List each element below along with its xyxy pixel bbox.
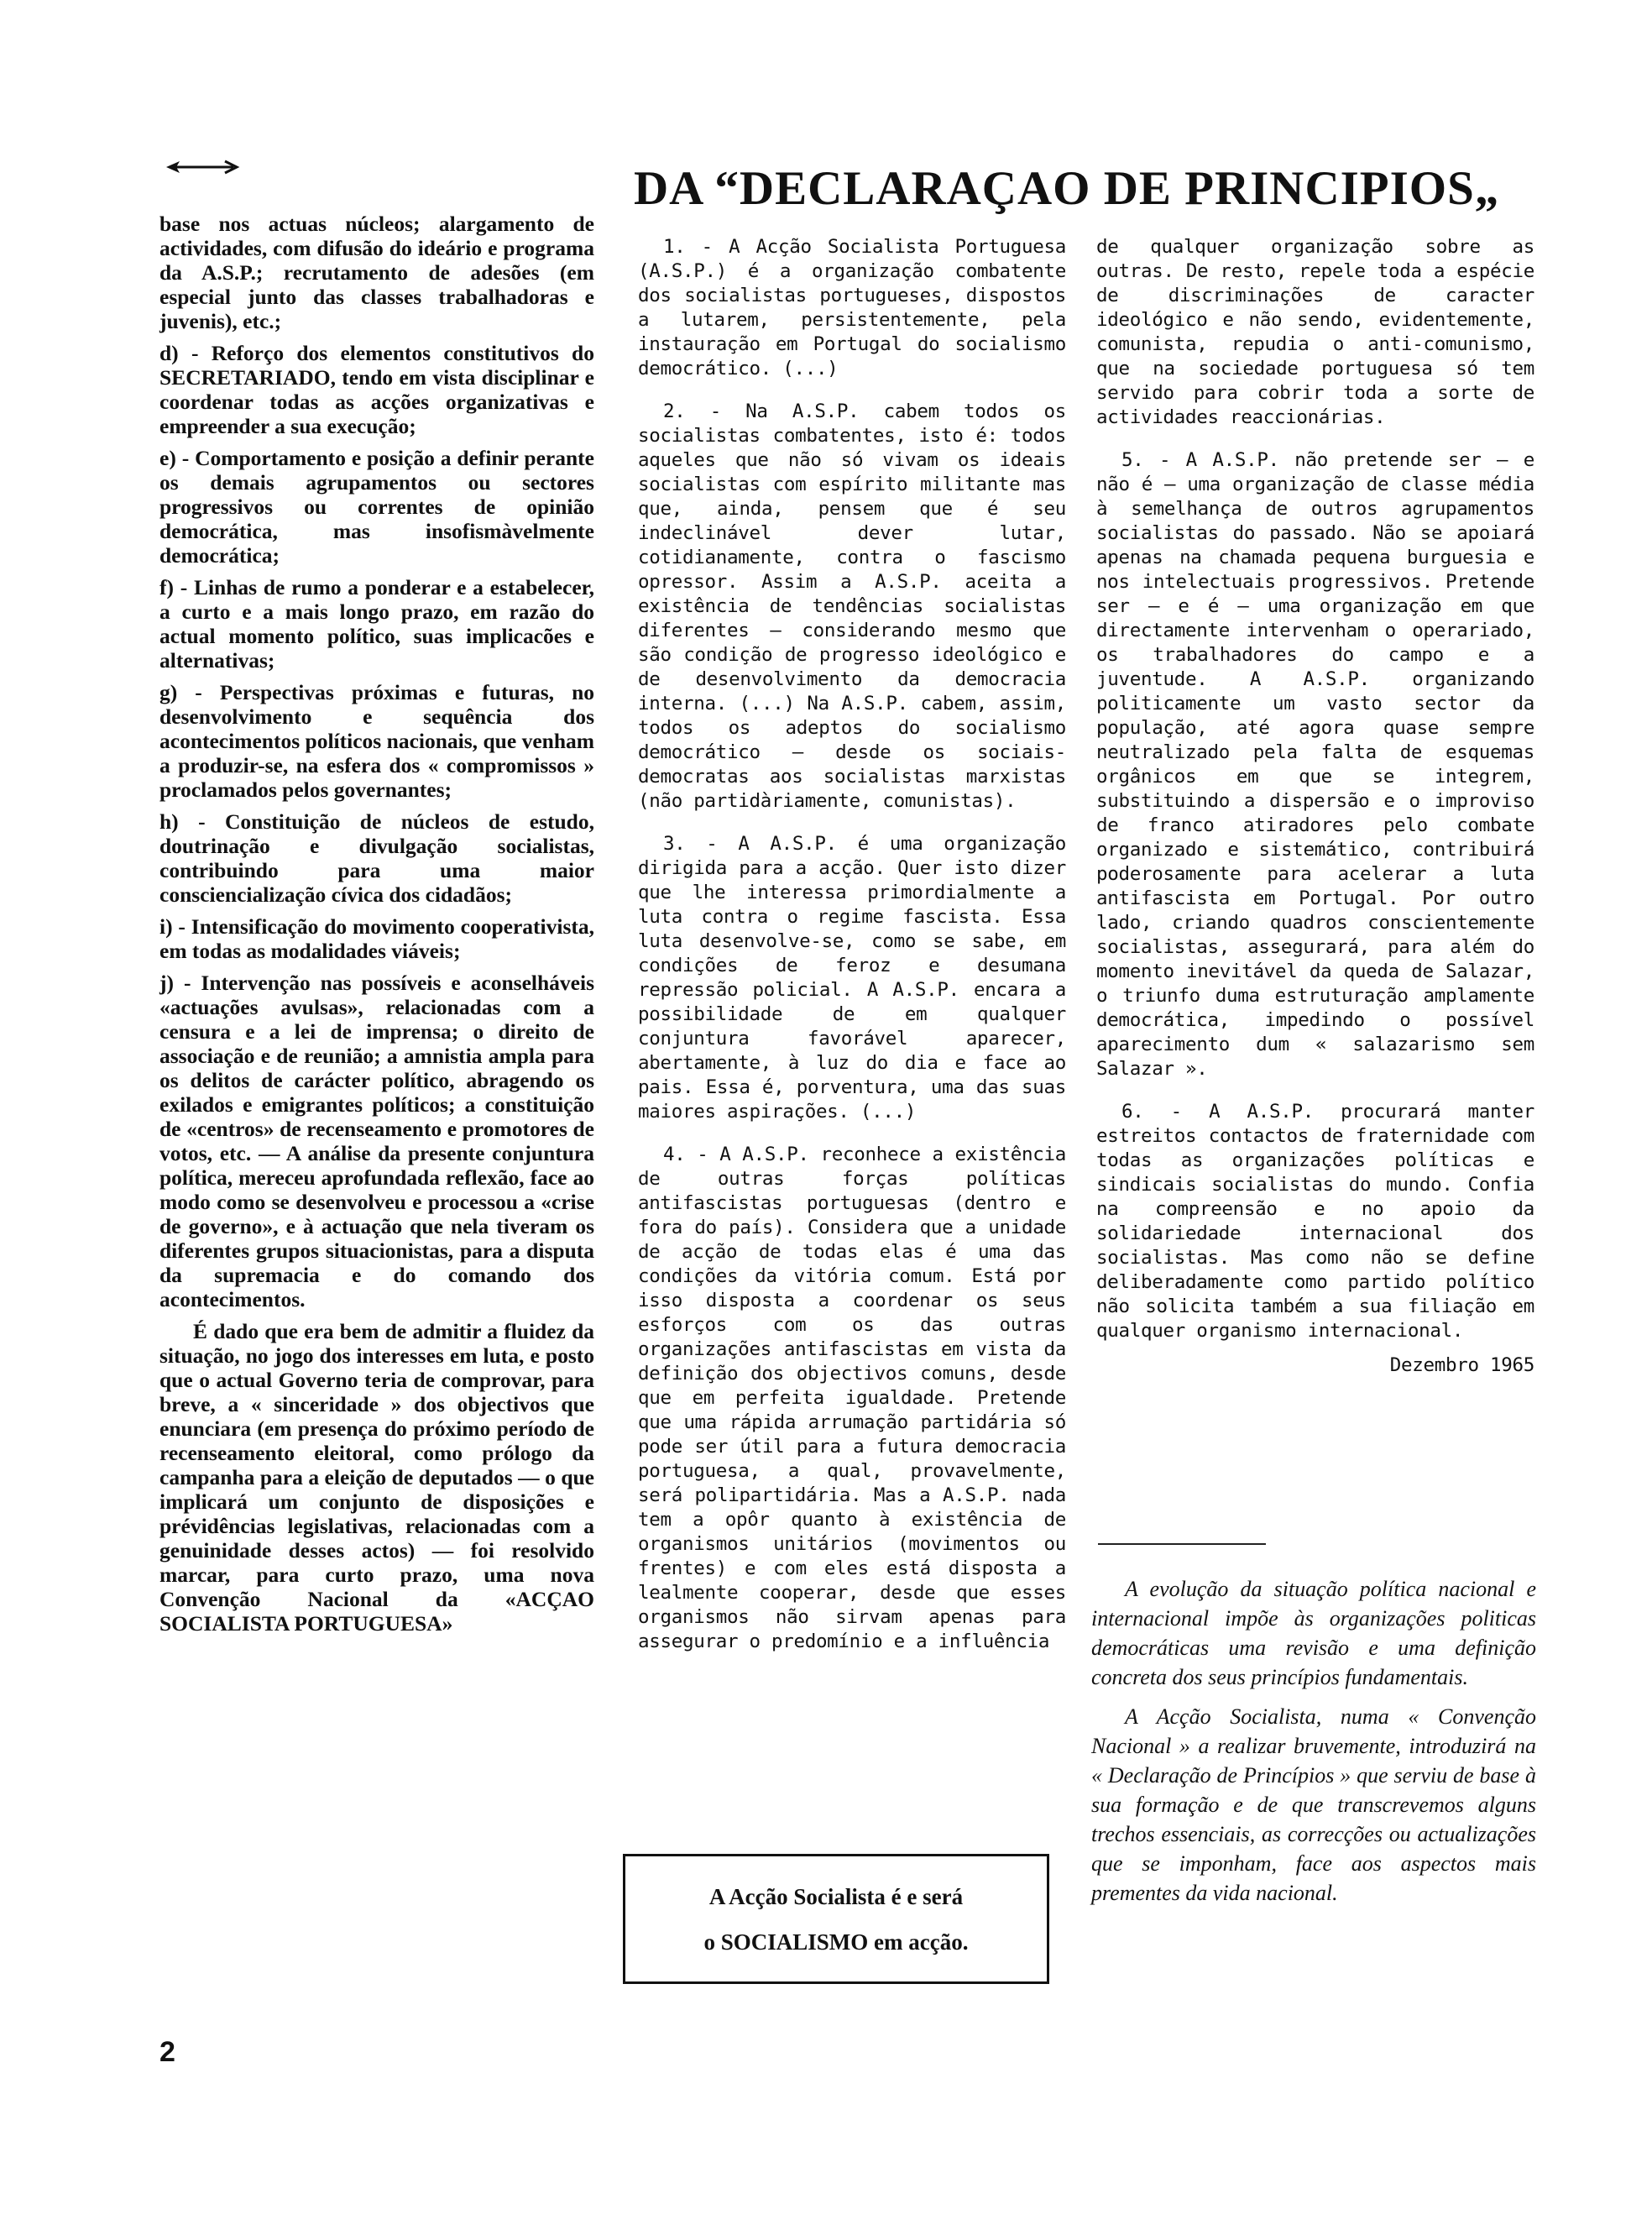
slogan-line-2: o SOCIALISMO em acção.	[703, 1929, 969, 1955]
declaration-point-5: 5. - A A.S.P. não pretende ser — e não é — uma organização de classe média à semelhança de outros agrupamentos socialistas do passado. Não se apoiará apenas na chamada pequena burguesia e nos intelectuais progressivos. Pretende ser — e é — uma organização em que directamente intervenham o operariado, os trabalhadores do campo e a juventude. A A.S.P. organizando politicamente um vasto sector da população, até agora quase sempre neutralizado pela falta de esquemas orgânicos em que se integrem, substituindo a dispersão e o improviso de franco atiradores pelo combate organizado e sistemático, contribuirá poderosamente para acelerar a luta antifascista em Portugal. Por outro lado, criando quadros conscientemente socialistas, assegurará, para além do momento inevitável da queda de Salazar, o triunfo duma estruturação amplamente democrática, impedindo o possível aparecimento dum « salazarismo sem Salazar ».	[1096, 449, 1534, 1080]
continuation-arrow-icon	[165, 158, 240, 181]
note-paragraph: A evolução da situação política nacional e internacional impõe às organizações politicas democráticas uma revisão e uma definição concreta dos seus princípios fundamentais.	[1091, 1577, 1536, 1689]
page-number: 2	[159, 2036, 175, 2068]
paragraph: É dado que era bem de admitir a fluidez da situação, no jogo dos interesses em luta, e posto que o actual Governo teria de comprovar, para breve, a « sinceridade » dos objectivos que enunciara (em presença do próximo período de recenseamento eleitoral, como prólogo da campanha para a eleição de deputados — o que implicará um conjunto de disposições e prévidências legislativas, relacionadas com a genuinidade desses actos) — foi resolvido marcar, para curto prazo, uma nova Convenção Nacional da «ACÇAO SOCIALISTA PORTUGUESA»	[159, 1319, 594, 1636]
note-paragraph: A Acção Socialista, numa « Convenção Nacional » a realizar bruvemente, introduzirá na « Declaração de Princípios » que serviu de base à sua formação e de que transcrevemos alguns trechos essenciais, as correcções ou actualizações que se imponham, face aos aspectos mais prementes da vida nacional.	[1091, 1704, 1536, 1905]
paragraph: i) - Intensificação do movimento cooperativista, em todas as modalidades viáveis;	[159, 914, 594, 963]
slogan-box	[623, 1854, 1049, 1984]
paragraph: d) - Reforço dos elementos constitutivos do SECRETARIADO, tendo em vista disciplinar e coordenar todas as acções organizativas e empreender a sua execução;	[159, 341, 594, 438]
declaration-point-4: 4. - A A.S.P. reconhece a existência de outras forças políticas antifascistas portuguesas (dentro e fora do país). Considera que a unidade de acção de todas elas é uma das condições da vitória comum. Está por isso disposta a coordenar os seus esforços com os das outras organizações antifascistas em vista da definição dos objectivos comuns, desde que em perfeita igualdade. Pretende que uma rápida arrumação partidária só pode ser útil para a futura democracia portuguesa, a qual, provavelmente, será polipartidária. Mas a A.S.P. nada tem a opôr quanto à existência de organismos unitários (movimentos ou frentes) e com eles está disposta a lealmente cooperar, desde que esses organismos não sirvam apenas para assegurar o predomínio e a influência	[638, 1144, 1066, 1652]
page-title: DA “DECLARAÇAO DE PRINCIPIOS„	[634, 162, 1500, 215]
declaration-point-2: 2. - Na A.S.P. cabem todos os socialistas combatentes, isto é: todos aqueles que não só vivam os ideais socialistas com espírito militante mas que, ainda, pensem que é seu indeclinável dever lutar, cotidianamente, contra o fascismo opressor. Assim a A.S.P. aceita a existência de tendências socialistas diferentes — considerando mesmo que são condição de progresso ideológico e de desenvolvimento da democracia interna. (...) Na A.S.P. cabem, assim, todos os adeptos do socialismo democrático — desde os sociais-democratas aos socialistas marxistas (não partidàriamente, comunistas).	[638, 400, 1066, 812]
paragraph: h) - Constituição de núcleos de estudo, doutrinação e divulgação socialistas, contribuindo para uma maior consciencialização cívica dos cidadãos;	[159, 809, 594, 907]
paragraph: g) - Perspectivas próximas e futuras, no desenvolvimento e sequência dos acontecimentos políticos nacionais, que venham a produzir-se, na esfera dos « compromissos » proclamados pelos governantes;	[159, 680, 594, 802]
divider	[1098, 1543, 1266, 1545]
paragraph: base nos actuas núcleos; alargamento de actividades, com difusão do ideário e programa da A.S.P.; recrutamento de adesões (em especial junto das classes trabalhadoras e juvenis), etc.;	[159, 212, 594, 333]
declaration-point-1: 1. - A Acção Socialista Portuguesa (A.S.P.) é a organização combatente dos socialistas portugueses, dispostos a lutarem, persistentemente, pela instauração em Portugal do socialismo democrático. (...)	[638, 236, 1066, 380]
right-column	[1096, 235, 1534, 1378]
paragraph: f) - Linhas de rumo a ponderar e a estabelecer, a curto e a mais longo prazo, em razão do actual momento político, suas implicacões e alternativas;	[159, 575, 594, 673]
paragraph: e) - Comportamento e posição a definir perante os demais agrupamentos ou sectores progressivos ou correntes de opinião democrática, mas insofismàvelmente democrática;	[159, 446, 594, 568]
editorial-note	[1091, 1574, 1536, 1918]
declaration-point-3: 3. - A A.S.P. é uma organização dirigida para a acção. Quer isto dizer que lhe interessa primordialmente a luta contra o regime fascista. Essa luta desenvolve-se, como se sabe, em condições de feroz e desumana repressão policial. A A.S.P. encara a possibilidade de em qualquer conjuntura favorável aparecer, abertamente, à luz do dia e face ao pais. Essa é, porventura, uma das suas maiores aspirações. (...)	[638, 833, 1066, 1123]
middle-column	[638, 235, 1066, 1672]
slogan-line-1: A Acção Socialista é e será	[708, 1883, 964, 1909]
declaration-continuation: de qualquer organização sobre as outras. De resto, repele toda a espécie de discriminações de caracter ideológico e não sendo, evidentemente, comunista, repudia o anti-comunismo, que na sociedade portuguesa só tem servido para cobrir toda a sorte de actividades reaccionárias.	[1096, 236, 1534, 428]
signature-date: Dezembro 1965	[1389, 1354, 1534, 1376]
left-column	[159, 212, 594, 1643]
paragraph: j) - Intervenção nas possíveis e aconselháveis «actuações avulsas», relacionadas com a censura e a lei de imprensa; o direito de associação e de reunião; a amnistia ampla para os delitos de carácter político, abragendo os exilados e emigrantes políticos; a constituição de «centros» de recenseamento e promotores de votos, etc. — A análise da presente conjuntura política, mereceu aprofundada reflexão, face ao modo como se desenvolveu e processou a «crise de governo», e à actuação que nela tiveram os diferentes grupos situacionistas, para a disputa da supremacia e do comando dos acontecimentos.	[159, 971, 594, 1311]
declaration-point-6: 6. - A A.S.P. procurará manter estreitos contactos de fraternidade com todas as organizações políticas e sindicais socialistas do mundo. Confia na compreensão e no apoio da solidariedade internacional dos socialistas. Mas como não se define deliberadamente como partido político não solicita também a sua filiação em qualquer organismo internacional.	[1096, 1101, 1534, 1342]
